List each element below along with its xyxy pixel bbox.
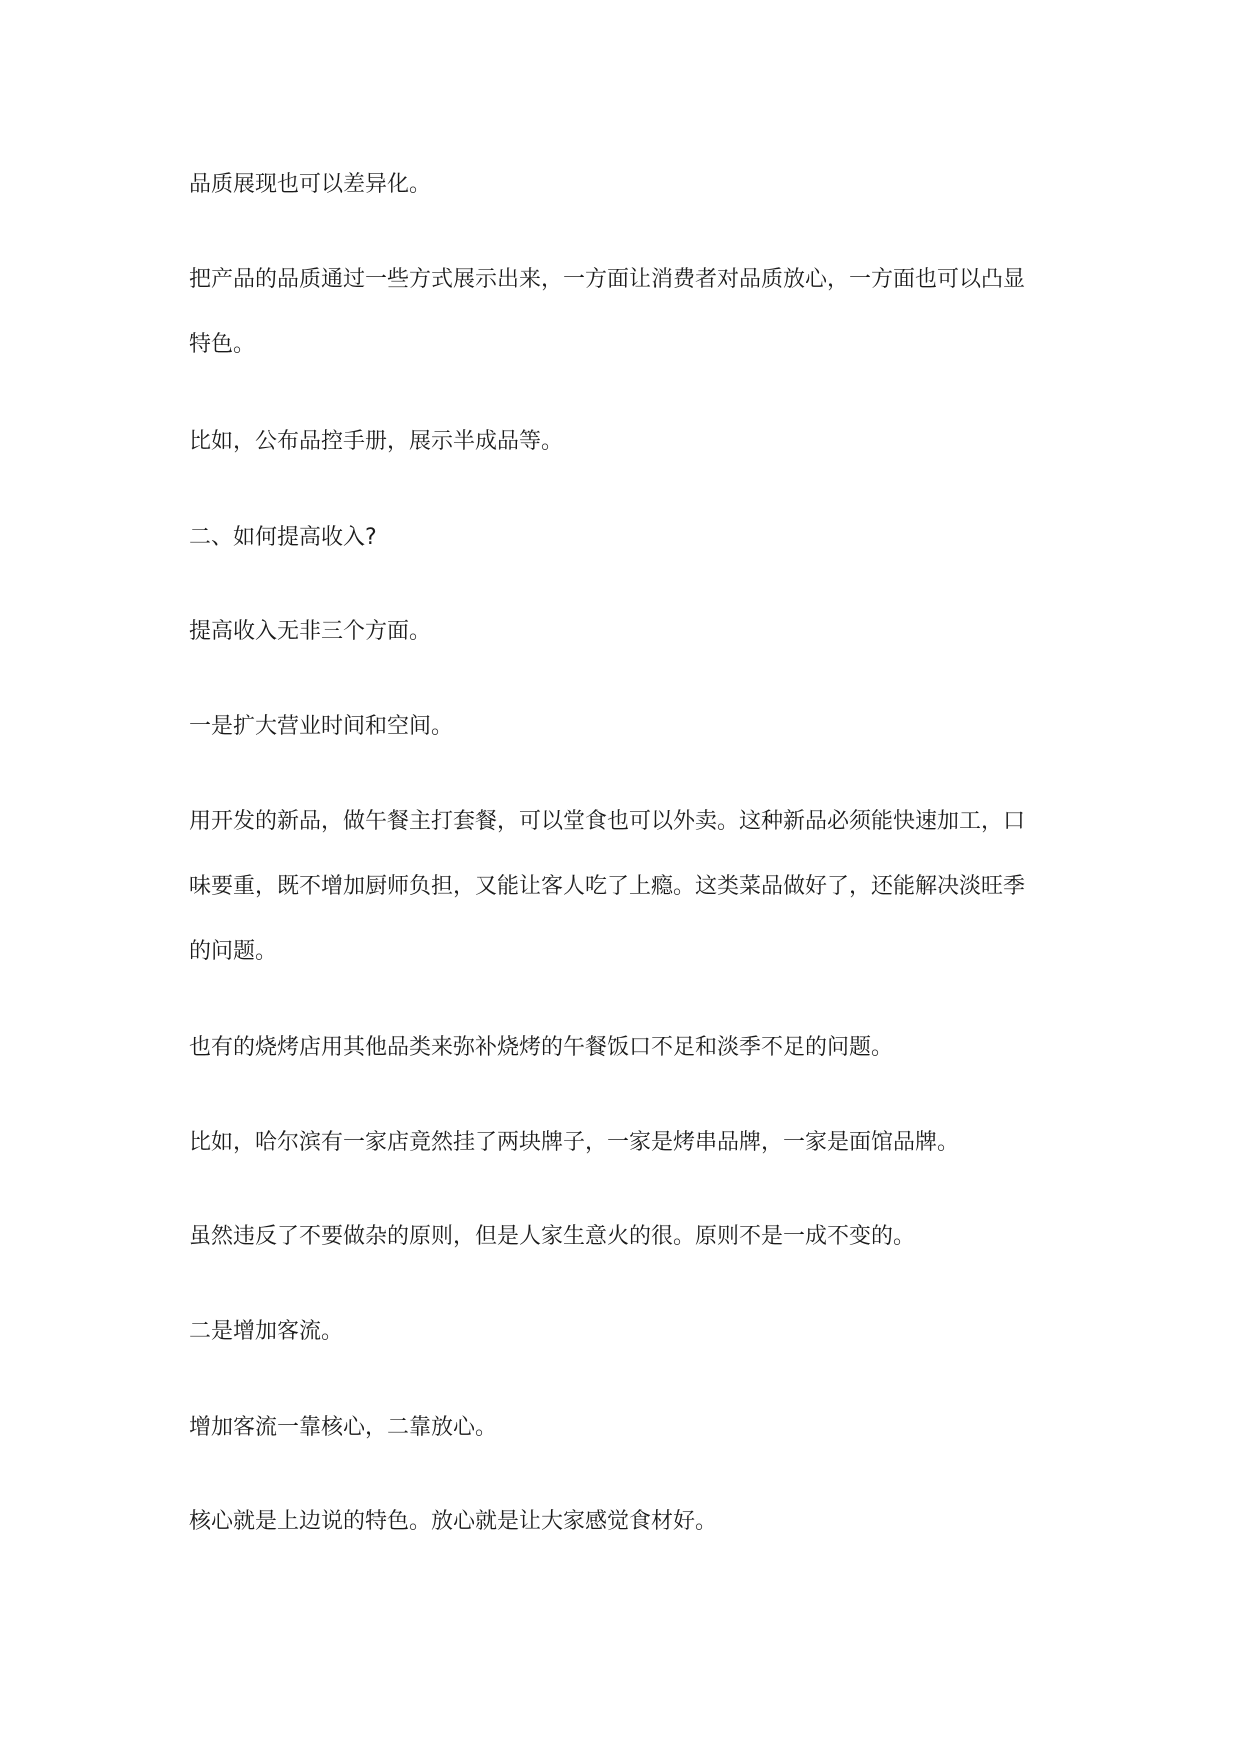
paragraph-point-one: 一是扩大营业时间和空间。 [189,714,454,739]
paragraph-bbq-other-category: 也有的烧烤店用其他品类来弥补烧烤的午餐饭口不足和淡季不足的问题。 [189,1035,894,1060]
paragraph-principle: 虽然违反了不要做杂的原则，但是人家生意火的很。原则不是一成不变的。 [189,1224,916,1249]
paragraph-core-and-trust: 增加客流一靠核心，二靠放心。 [189,1415,498,1440]
paragraph-three-aspects: 提高收入无非三个方面。 [189,619,432,644]
paragraph-example-quality-manual: 比如，公布品控手册，展示半成品等。 [189,429,564,454]
paragraph-show-quality-line-2: 特色。 [189,332,256,357]
paragraph-new-product-line-3: 的问题。 [189,939,278,964]
paragraph-core-definition: 核心就是上边说的特色。放心就是让大家感觉食材好。 [189,1509,718,1534]
paragraph-show-quality-line-1: 把产品的品质通过一些方式展示出来，一方面让消费者对品质放心，一方面也可以凸显 [189,267,1026,292]
paragraph-new-product-line-2: 味要重，既不增加厨师负担，又能让客人吃了上瘾。这类菜品做好了，还能解决淡旺季 [189,874,1026,899]
paragraph-new-product-line-1: 用开发的新品，做午餐主打套餐，可以堂食也可以外卖。这种新品必须能快速加工，口 [189,809,1026,834]
section-heading-increase-income: 二、如何提高收入? [189,525,377,550]
paragraph-quality-differentiation: 品质展现也可以差异化。 [189,172,432,197]
paragraph-harbin-example: 比如，哈尔滨有一家店竟然挂了两块牌子，一家是烤串品牌，一家是面馆品牌。 [189,1130,960,1155]
paragraph-point-two: 二是增加客流。 [189,1319,344,1344]
